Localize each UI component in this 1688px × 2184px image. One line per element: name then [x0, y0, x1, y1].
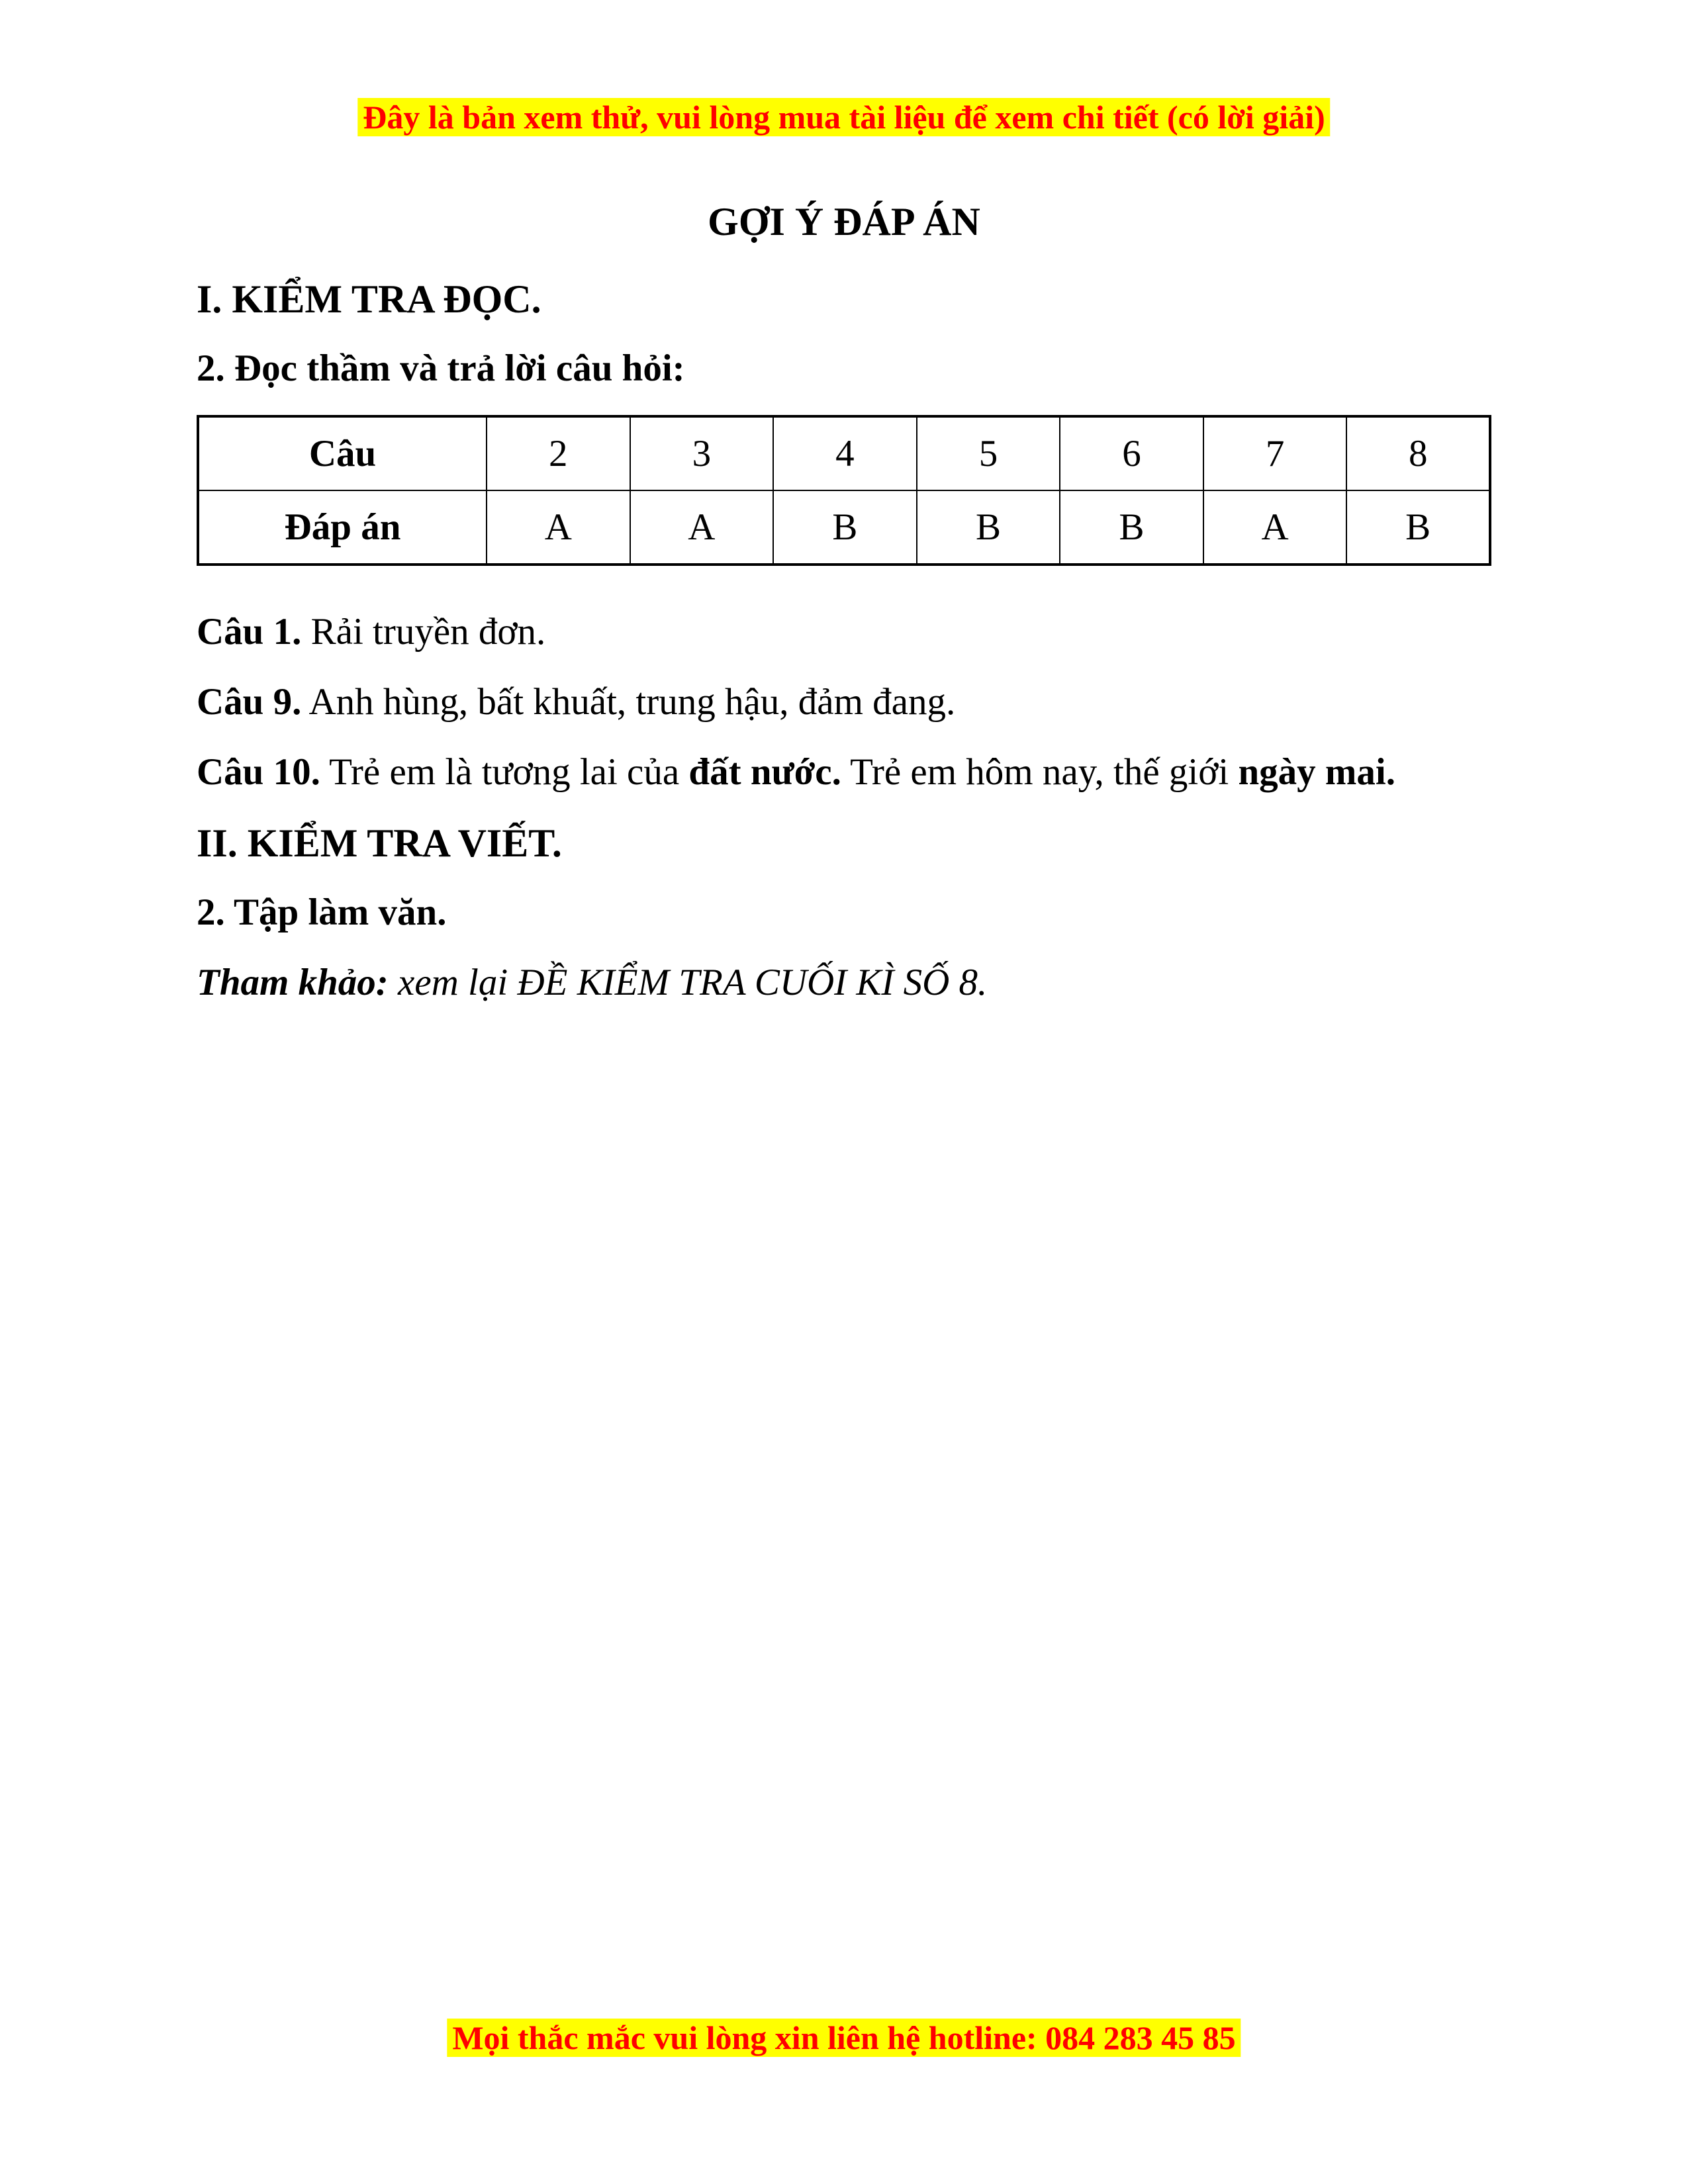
- reference-text: xem lại ĐỀ KIỂM TRA CUỐI KÌ SỐ 8.: [388, 962, 988, 1003]
- question-number-cell: 2: [487, 416, 630, 490]
- preview-notice-banner: Đây là bản xem thử, vui lòng mua tài liệu để xem chi tiết (có lời giải): [357, 98, 1330, 136]
- answer-cell: B: [1346, 490, 1490, 565]
- answer-label: Câu 1.: [197, 611, 302, 653]
- question-number-cell: 8: [1346, 416, 1490, 490]
- answer-label: Câu 9.: [197, 681, 302, 723]
- answer-line-cau1: [197, 610, 545, 654]
- answer-line-cau9: [197, 680, 955, 724]
- table-row-questions: [198, 416, 1490, 490]
- question-row-label: Câu: [198, 416, 487, 490]
- question-number-cell: 4: [773, 416, 917, 490]
- answer-text: Rải truyền đơn.: [301, 611, 546, 653]
- answer-cell: B: [773, 490, 917, 565]
- answer-cell: A: [630, 490, 774, 565]
- answer-text-emphasis: ngày mai.: [1238, 751, 1395, 793]
- question-number-cell: 7: [1203, 416, 1347, 490]
- page-title: GỢI Ý ĐÁP ÁN: [708, 200, 980, 244]
- table-row-answers: [198, 490, 1490, 565]
- section-writing-subheading: 2. Tập làm văn.: [197, 891, 447, 933]
- content-column: [197, 0, 1491, 2184]
- answer-text: Anh hùng, bất khuất, trung hậu, đảm đang.: [301, 681, 956, 723]
- reference-line: [197, 961, 987, 1005]
- section-reading-heading: I. KIỂM TRA ĐỌC.: [197, 277, 541, 321]
- question-number-cell: 5: [917, 416, 1060, 490]
- question-number-cell: 6: [1060, 416, 1203, 490]
- answer-text-emphasis: đất nước.: [688, 751, 841, 793]
- answer-row-label: Đáp án: [198, 490, 487, 565]
- reference-label: Tham khảo:: [197, 962, 389, 1003]
- answer-line-cau10: [197, 751, 1395, 794]
- answer-table: [197, 415, 1491, 566]
- question-number-cell: 3: [630, 416, 774, 490]
- section-reading-subheading: 2. Đọc thầm và trả lời câu hỏi:: [197, 347, 685, 389]
- answer-text: Trẻ em là tương lai của: [320, 751, 689, 793]
- answer-cell: B: [1060, 490, 1203, 565]
- hotline-banner: Mọi thắc mắc vui lòng xin liên hệ hotline: 084 283 45 85: [447, 2019, 1241, 2057]
- answer-cell: A: [1203, 490, 1347, 565]
- answer-text: Trẻ em hôm nay, thế giới: [841, 751, 1239, 793]
- answer-label: Câu 10.: [197, 751, 320, 793]
- answer-cell: A: [487, 490, 630, 565]
- section-writing-heading: II. KIỂM TRA VIẾT.: [197, 821, 562, 865]
- answer-cell: B: [917, 490, 1060, 565]
